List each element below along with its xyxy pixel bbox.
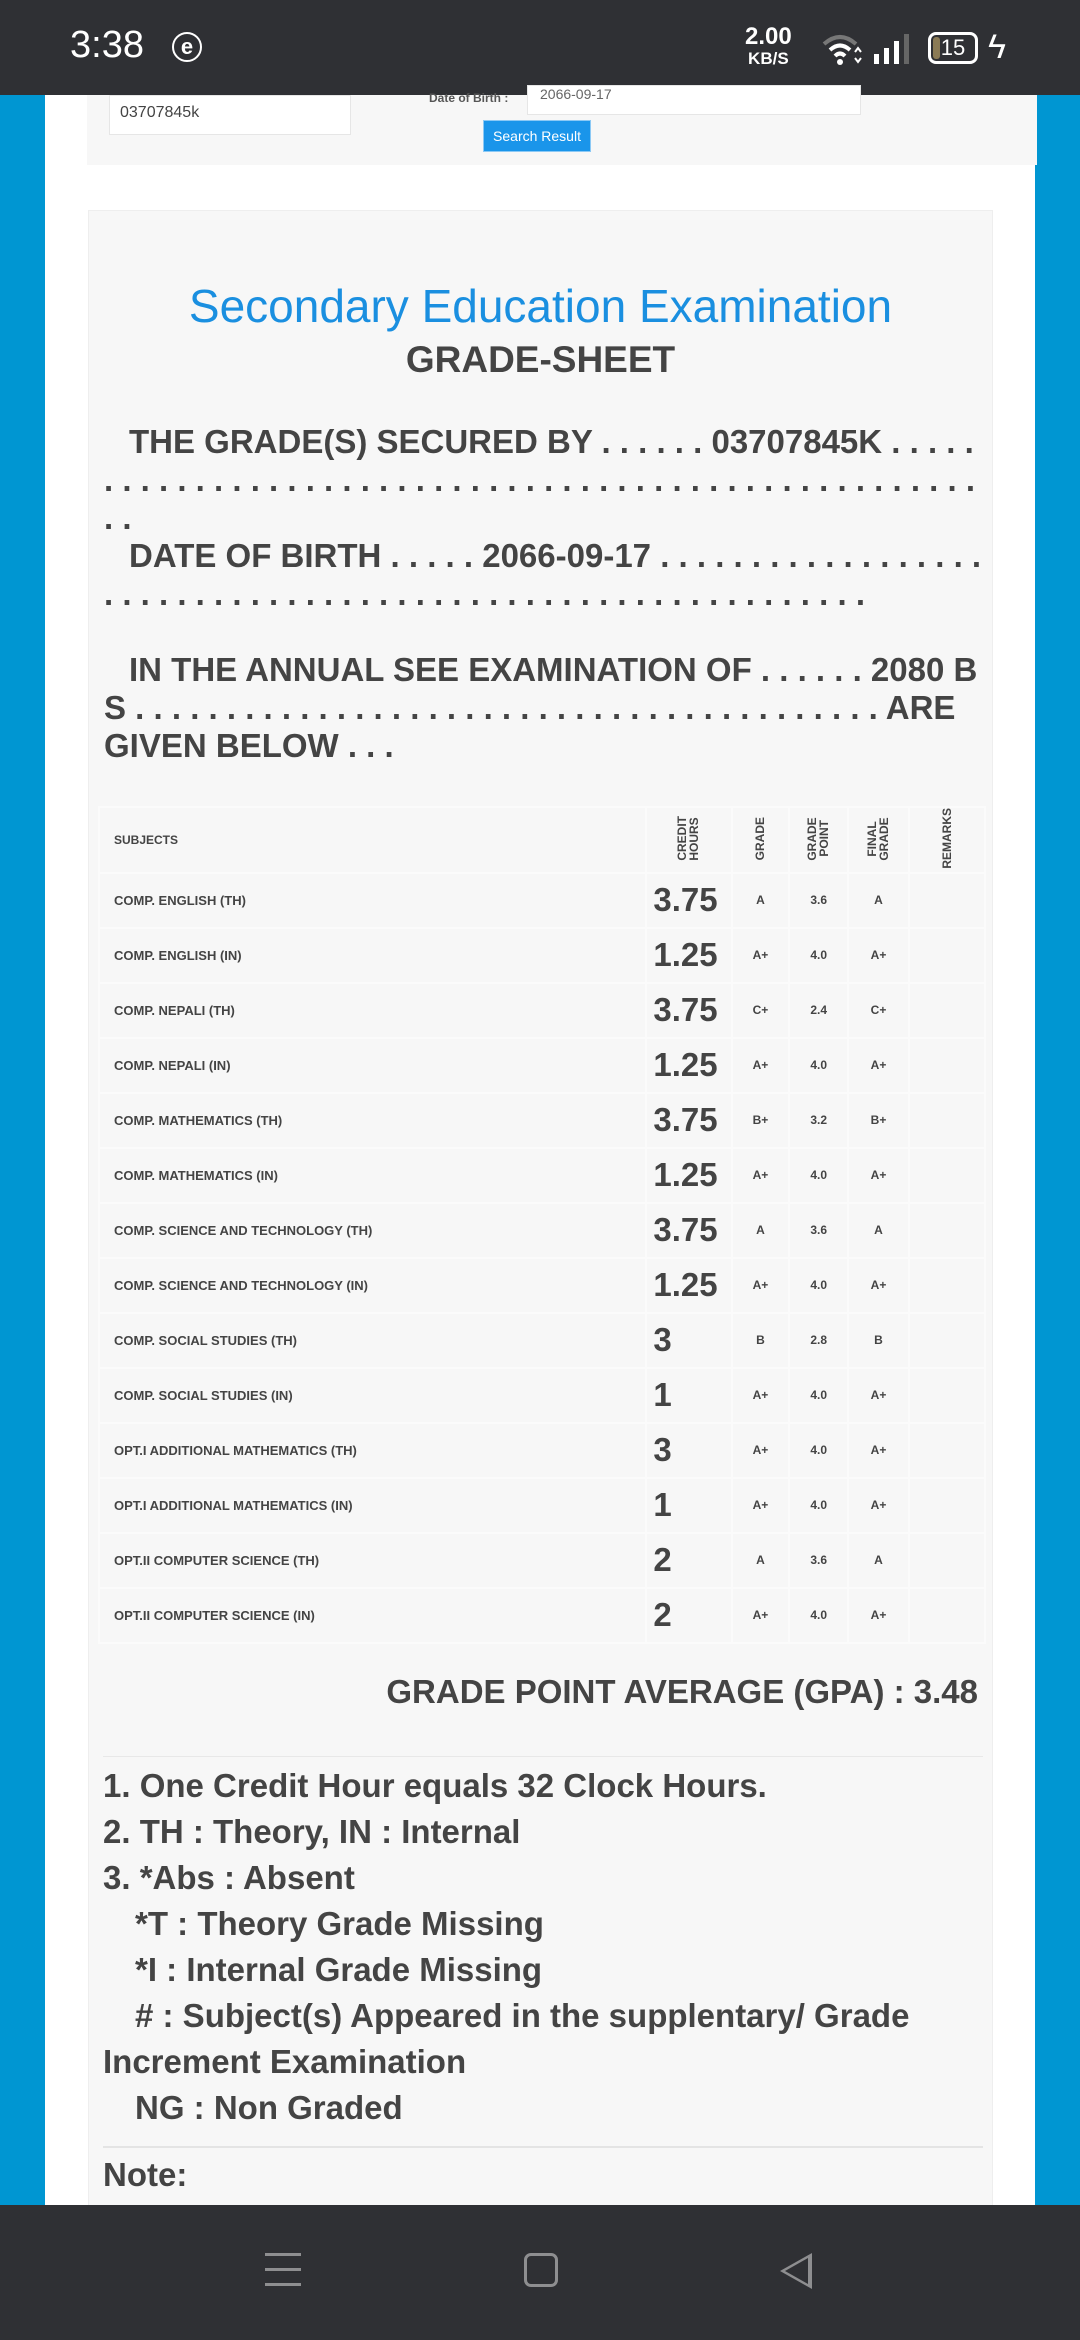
grade-cell: A+ xyxy=(732,1258,790,1313)
final-grade-cell: A+ xyxy=(848,1368,909,1423)
subject-cell: COMP. ENGLISH (IN) xyxy=(99,928,646,983)
grade-cell: A+ xyxy=(732,1148,790,1203)
table-row xyxy=(99,1368,985,1423)
grade-cell: B xyxy=(732,1313,790,1368)
remarks-cell xyxy=(909,1148,985,1203)
note-line: *I : Internal Grade Missing xyxy=(135,1951,543,1988)
final-grade-cell: A+ xyxy=(848,1258,909,1313)
table-row xyxy=(99,1148,985,1203)
final-grade-cell: A+ xyxy=(848,1038,909,1093)
credit-hours-cell: 3.75 xyxy=(646,1203,731,1258)
wifi-icon xyxy=(822,32,862,66)
credit-hours-cell: 1 xyxy=(646,1368,731,1423)
remarks-cell xyxy=(909,1423,985,1478)
grade-point-cell: 2.4 xyxy=(789,983,848,1038)
grade-cell: A+ xyxy=(732,1423,790,1478)
remarks-cell xyxy=(909,1478,985,1533)
final-grade-cell: A xyxy=(848,1533,909,1588)
grade-point-cell: 3.6 xyxy=(789,873,848,928)
header-grade-point: GRADE POINT xyxy=(804,816,831,861)
credit-hours-cell: 1.25 xyxy=(646,928,731,983)
final-grade-cell: A xyxy=(848,1203,909,1258)
grade-point-cell: 3.6 xyxy=(789,1203,848,1258)
credit-hours-cell: 1.25 xyxy=(646,1258,731,1313)
subject-cell: COMP. SOCIAL STUDIES (IN) xyxy=(99,1368,646,1423)
note-line: NG : Non Graded xyxy=(135,2089,403,2126)
grade-point-cell: 4.0 xyxy=(789,1148,848,1203)
header-subjects: SUBJECTS xyxy=(99,807,646,873)
remarks-cell xyxy=(909,1093,985,1148)
home-icon[interactable] xyxy=(524,2253,558,2287)
subject-cell: COMP. SCIENCE AND TECHNOLOGY (TH) xyxy=(99,1203,646,1258)
header-credit-hours: CREDIT HOURS xyxy=(674,816,701,861)
grades-table xyxy=(98,806,986,1644)
credit-hours-cell: 3.75 xyxy=(646,983,731,1038)
grade-cell: A xyxy=(732,1203,790,1258)
speed-value: 2.00 xyxy=(745,23,792,50)
table-row xyxy=(99,1423,985,1478)
credit-hours-cell: 1 xyxy=(646,1478,731,1533)
symbol-number-input[interactable]: 03707845k xyxy=(109,95,351,135)
header-remarks: REMARKS xyxy=(939,808,954,869)
subject-cell: COMP. SOCIAL STUDIES (TH) xyxy=(99,1313,646,1368)
note-line: 1. One Credit Hour equals 32 Clock Hours. xyxy=(103,1767,767,1804)
credit-hours-cell: 1.25 xyxy=(646,1148,731,1203)
grade-sheet-heading: GRADE-SHEET xyxy=(405,339,676,380)
credit-hours-cell: 3 xyxy=(646,1423,731,1478)
credit-hours-cell: 2 xyxy=(646,1588,731,1643)
grade-cell: A+ xyxy=(732,1038,790,1093)
grade-point-cell: 3.6 xyxy=(789,1533,848,1588)
note-line: # : Subject(s) Appeared in the supplentary/ Grade Increment Examination xyxy=(103,1997,910,2080)
grade-cell: A xyxy=(732,1533,790,1588)
network-speed xyxy=(745,23,792,70)
remarks-cell xyxy=(909,1038,985,1093)
grade-cell: B+ xyxy=(732,1093,790,1148)
grade-point-cell: 4.0 xyxy=(789,1423,848,1478)
remarks-cell xyxy=(909,873,985,928)
subject-cell: OPT.I ADDITIONAL MATHEMATICS (TH) xyxy=(99,1423,646,1478)
table-row xyxy=(99,1203,985,1258)
subject-cell: COMP. NEPALI (TH) xyxy=(99,983,646,1038)
grade-cell: A xyxy=(732,873,790,928)
note-heading: Note: xyxy=(103,2146,983,2194)
grade-cell: A+ xyxy=(732,1368,790,1423)
table-row xyxy=(99,1533,985,1588)
note-line: *T : Theory Grade Missing xyxy=(135,1905,544,1942)
menu-icon[interactable] xyxy=(265,2253,301,2298)
grade-cell: A+ xyxy=(732,928,790,983)
back-icon[interactable] xyxy=(780,2253,812,2289)
header-final-grade: FINAL GRADE xyxy=(864,816,891,861)
table-row xyxy=(99,1093,985,1148)
credit-hours-cell: 3.75 xyxy=(646,1093,731,1148)
table-row xyxy=(99,928,985,983)
table-row xyxy=(99,873,985,928)
table-header xyxy=(99,807,985,873)
subject-cell: OPT.I ADDITIONAL MATHEMATICS (IN) xyxy=(99,1478,646,1533)
table-row xyxy=(99,1258,985,1313)
table-row xyxy=(99,1588,985,1643)
subject-cell: COMP. SCIENCE AND TECHNOLOGY (IN) xyxy=(99,1258,646,1313)
status-bar xyxy=(0,0,1080,95)
subject-cell: OPT.II COMPUTER SCIENCE (TH) xyxy=(99,1533,646,1588)
credit-hours-cell: 3.75 xyxy=(646,873,731,928)
table-row xyxy=(99,1313,985,1368)
final-grade-cell: A+ xyxy=(848,1478,909,1533)
exam-title: Secondary Education Examination xyxy=(188,280,893,332)
legend-notes xyxy=(103,1756,983,2131)
grade-cell: A+ xyxy=(732,1478,790,1533)
header-grade: GRADE xyxy=(753,816,768,860)
charging-icon: ϟ xyxy=(988,28,1006,66)
final-grade-cell: A+ xyxy=(848,928,909,983)
subject-cell: COMP. MATHEMATICS (IN) xyxy=(99,1148,646,1203)
battery-level: 15 xyxy=(940,35,966,60)
note-line: 3. *Abs : Absent xyxy=(103,1859,355,1896)
subject-cell: OPT.II COMPUTER SCIENCE (IN) xyxy=(99,1588,646,1643)
table-row xyxy=(99,1038,985,1093)
credit-hours-cell: 3 xyxy=(646,1313,731,1368)
search-form xyxy=(87,86,1037,165)
signal-icon xyxy=(872,34,912,64)
credit-hours-cell: 1.25 xyxy=(646,1038,731,1093)
navigation-bar xyxy=(0,2205,1080,2340)
grade-point-cell: 4.0 xyxy=(789,1368,848,1423)
grade-point-cell: 4.0 xyxy=(789,1258,848,1313)
web-page xyxy=(45,86,1035,2205)
search-result-button[interactable]: Search Result xyxy=(483,120,591,152)
battery-icon xyxy=(928,32,978,64)
table-row xyxy=(99,983,985,1038)
subject-cell: COMP. ENGLISH (TH) xyxy=(99,873,646,928)
table-row xyxy=(99,1478,985,1533)
final-grade-cell: C+ xyxy=(848,983,909,1038)
app-notification-icon: e xyxy=(172,32,202,62)
remarks-cell xyxy=(909,1258,985,1313)
final-grade-cell: A+ xyxy=(848,1148,909,1203)
dob-line: DATE OF BIRTH . . . . . 2066-09-17 . . . . . . . . . . . . . . . . . . . . . . . . . . . . . . . . . . . . . . . . . . . . . . . . . . . . . . . . . . . . xyxy=(104,537,982,612)
grade-point-cell: 4.0 xyxy=(789,928,848,983)
gpa: GRADE POINT AVERAGE (GPA) : 3.48 xyxy=(386,1673,978,1710)
final-grade-cell: A+ xyxy=(848,1423,909,1478)
subject-cell: COMP. NEPALI (IN) xyxy=(99,1038,646,1093)
exam-line: IN THE ANNUAL SEE EXAMINATION OF . . . . . . 2080 BS . . . . . . . . . . . . . . . . . . . . . . . . . . . . . . . . . . . . . . . . . ARE GIVEN BELOW . . . xyxy=(104,651,978,764)
subject-cell: COMP. MATHEMATICS (TH) xyxy=(99,1093,646,1148)
grade-point-cell: 4.0 xyxy=(789,1588,848,1643)
clock: 3:38 xyxy=(70,24,144,66)
remarks-cell xyxy=(909,1368,985,1423)
credit-hours-cell: 2 xyxy=(646,1533,731,1588)
speed-unit: KB/S xyxy=(748,49,789,68)
grade-cell: A+ xyxy=(732,1588,790,1643)
dob-label: Date of Birth : xyxy=(429,91,509,105)
remarks-cell xyxy=(909,983,985,1038)
final-grade-cell: B xyxy=(848,1313,909,1368)
remarks-cell xyxy=(909,1313,985,1368)
remarks-cell xyxy=(909,1203,985,1258)
grade-point-cell: 2.8 xyxy=(789,1313,848,1368)
grade-sheet xyxy=(88,210,993,2220)
grade-point-cell: 4.0 xyxy=(789,1038,848,1093)
grade-point-cell: 3.2 xyxy=(789,1093,848,1148)
dob-input[interactable]: 2066-09-17 xyxy=(527,85,861,115)
grade-point-cell: 4.0 xyxy=(789,1478,848,1533)
secured-by-line: THE GRADE(S) SECURED BY . . . . . . 03707845K . . . . . . . . . . . . . . . . . . . . . . . . . . . . . . . . . . . . . . . . . . . . . . . . . . . . . . . xyxy=(104,423,976,536)
final-grade-cell: B+ xyxy=(848,1093,909,1148)
final-grade-cell: A+ xyxy=(848,1588,909,1643)
grade-cell: C+ xyxy=(732,983,790,1038)
remarks-cell xyxy=(909,928,985,983)
note-line: 2. TH : Theory, IN : Internal xyxy=(103,1813,521,1850)
remarks-cell xyxy=(909,1588,985,1643)
remarks-cell xyxy=(909,1533,985,1588)
final-grade-cell: A xyxy=(848,873,909,928)
